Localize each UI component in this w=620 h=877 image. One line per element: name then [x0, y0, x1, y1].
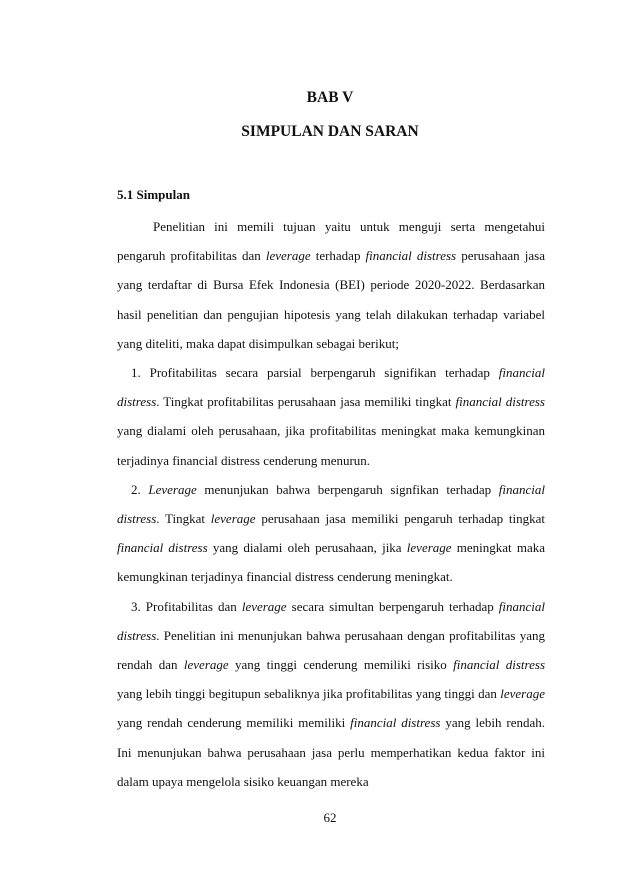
text-run-italic: leverage	[500, 686, 545, 702]
chapter-number: BAB V	[306, 89, 354, 106]
text-run: Profitabilitas secara parsial berpengaruh signifikan terhadap	[140, 365, 499, 381]
text-run: Penelitian ini memili tujuan yaitu untuk menguji serta mengetahui pengaruh profitabilitas dan	[117, 219, 545, 264]
text-run: perusahaan jasa memiliki pengaruh terhadap tingkat	[255, 511, 545, 527]
body-text	[117, 212, 545, 796]
text-run: . Tingkat	[156, 511, 211, 527]
text-run-italic: financial distress	[117, 598, 546, 643]
text-run-italic: leverage	[210, 511, 256, 527]
text-run: secara simultan berpengaruh terhadap	[286, 598, 499, 614]
intro-paragraph	[117, 212, 545, 358]
page-number: 62	[323, 810, 337, 825]
text-run-italic: financial distress	[117, 365, 545, 410]
text-run: Profitabilitas dan	[140, 598, 242, 614]
text-run: . Penelitian ini menunjukan bahwa perusahaan dengan profitabilitas yang rendah dan	[117, 627, 545, 673]
text-run: yang tinggi cenderung memiliki risiko	[228, 657, 454, 673]
list-item-number: 3.	[131, 598, 141, 614]
text-run-italic: Leverage	[148, 481, 197, 497]
text-run-italic: financial distress	[350, 715, 441, 731]
list-item-1	[117, 358, 545, 475]
text-run: perusahaan jasa yang terdaftar di Bursa Efek Indonesia (BEI) periode 2020-2022. Berdasarkan hasil penelitian dan pengujian hipotesis yang telah dilakukan terhadap variabel yang diteliti, maka dapat disimpulkan sebagai berikut;	[117, 248, 545, 351]
list-item-2	[117, 475, 545, 592]
text-run: yang dialami oleh perusahaan, jika	[207, 540, 407, 556]
section-heading: 5.1 Simpulan	[117, 187, 190, 202]
text-run: menunjukan bahwa berpengaruh signfikan terhadap	[196, 481, 499, 497]
text-run: yang lebih tinggi begitupun sebaliknya jika profitabilitas yang tinggi dan	[117, 686, 501, 702]
chapter-title: SIMPULAN DAN SARAN	[241, 123, 419, 140]
text-run-italic: leverage	[183, 657, 229, 673]
text-run-italic: leverage	[406, 540, 452, 556]
text-run-italic: financial distress	[117, 481, 545, 527]
text-run-italic: financial distress	[117, 540, 208, 556]
text-run: yang lebih rendah. Ini menunjukan bahwa perusahaan jasa perlu memperhatikan kedua faktor ini dalam upaya mengelola sisiko keuangan mereka	[117, 715, 545, 789]
text-run: meningkat maka kemungkinan terjadinya financial distress cenderung meningkat.	[117, 540, 546, 585]
text-run: yang rendah cenderung memiliki memiliki	[117, 715, 351, 731]
text-run-italic: financial distress	[453, 657, 546, 673]
text-run-italic: leverage	[265, 248, 311, 264]
text-run: . Tingkat profitabilitas perusahaan jasa memiliki tingkat	[156, 394, 456, 410]
text-run-italic: financial distress	[365, 248, 457, 264]
text-run-italic: financial distress	[455, 394, 545, 410]
list-item-number: 2.	[131, 481, 141, 497]
text-run-italic: leverage	[241, 598, 287, 614]
text-run: terhadap	[310, 248, 366, 264]
text-run: yang dialami oleh perusahaan, jika profitabilitas meningkat maka kemungkinan terjadinya financial distress cenderung menurun.	[117, 423, 545, 468]
list-item-number: 1.	[131, 365, 141, 381]
list-item-3	[117, 592, 545, 796]
